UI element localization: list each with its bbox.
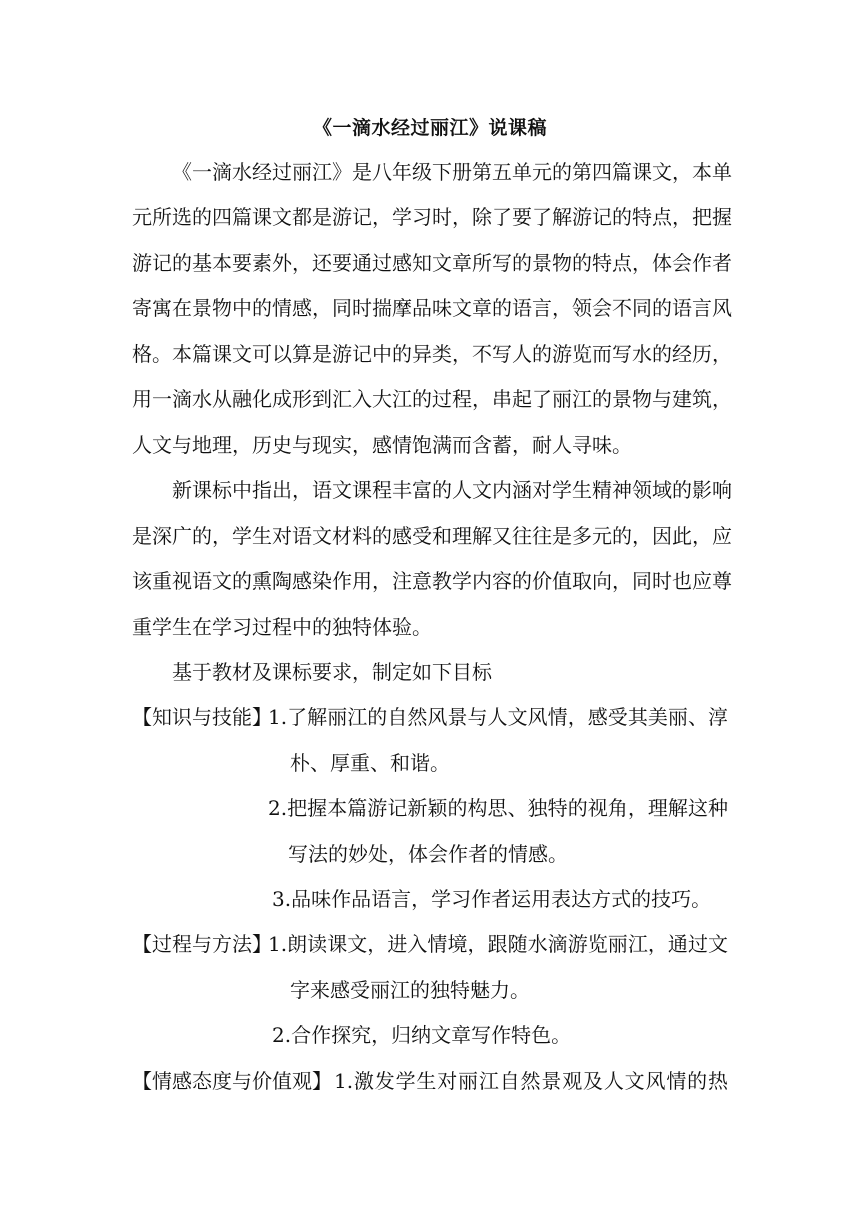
paragraph-line: 游记的基本要素外，还要通过感知文章所写的景物的特点，体会作者 — [132, 251, 732, 275]
process-item-1: 1.朗读课文，进入情境，跟随水滴游览丽江，通过文 — [268, 932, 728, 956]
paragraph-line: 格。本篇课文可以算是游记中的异类，不写人的游览而写水的经历， — [132, 342, 732, 366]
goals-intro: 基于教材及课标要求，制定如下目标 — [172, 660, 492, 684]
paragraph-line: 用一滴水从融化成形到汇入大江的过程，串起了丽江的景物与建筑， — [132, 387, 732, 411]
paragraph-line: 是深广的，学生对语文材料的感受和理解又往往是多元的，因此，应 — [132, 524, 732, 548]
paragraph-line: 人文与地理，历史与现实，感情饱满而含蓄，耐人寻味。 — [132, 433, 632, 457]
paragraph-line: 元所选的四篇课文都是游记，学习时，除了要了解游记的特点，把握 — [132, 205, 732, 229]
paragraph-line: 重学生在学习过程中的独特体验。 — [132, 615, 432, 639]
knowledge-label: 【知识与技能】 — [132, 705, 272, 729]
knowledge-item-2: 2.把握本篇游记新颖的构思、独特的视角，理解这种 — [268, 796, 728, 820]
process-item-1-cont: 字来感受丽江的独特魅力。 — [290, 978, 530, 1002]
paragraph-line: 《一滴水经过丽江》是八年级下册第五单元的第四篇课文，本单 — [172, 160, 732, 184]
knowledge-item-2-cont: 写法的妙处，体会作者的情感。 — [288, 842, 568, 866]
emotion-label: 【情感态度与价值观】 — [132, 1069, 332, 1093]
document-title: 《一滴水经过丽江》说课稿 — [312, 117, 547, 139]
knowledge-item-1: 1.了解丽江的自然风景与人文风情，感受其美丽、淳 — [268, 705, 728, 729]
process-item-2: 2.合作探究，归纳文章写作特色。 — [272, 1023, 572, 1047]
paragraph-line: 寄寓在景物中的情感，同时揣摩品味文章的语言，领会不同的语言风 — [132, 296, 732, 320]
knowledge-item-1-cont: 朴、厚重、和谐。 — [290, 751, 450, 775]
paragraph-line: 该重视语文的熏陶感染作用，注意教学内容的价值取向，同时也应尊 — [132, 569, 732, 593]
paragraph-line: 新课标中指出，语文课程丰富的人文内涵对学生精神领域的影响 — [172, 478, 732, 502]
process-label: 【过程与方法】 — [132, 932, 272, 956]
knowledge-item-3: 3.品味作品语言，学习作者运用表达方式的技巧。 — [272, 887, 712, 911]
emotion-item-1: 1.激发学生对丽江自然景观及人文风情的热 — [334, 1069, 728, 1093]
